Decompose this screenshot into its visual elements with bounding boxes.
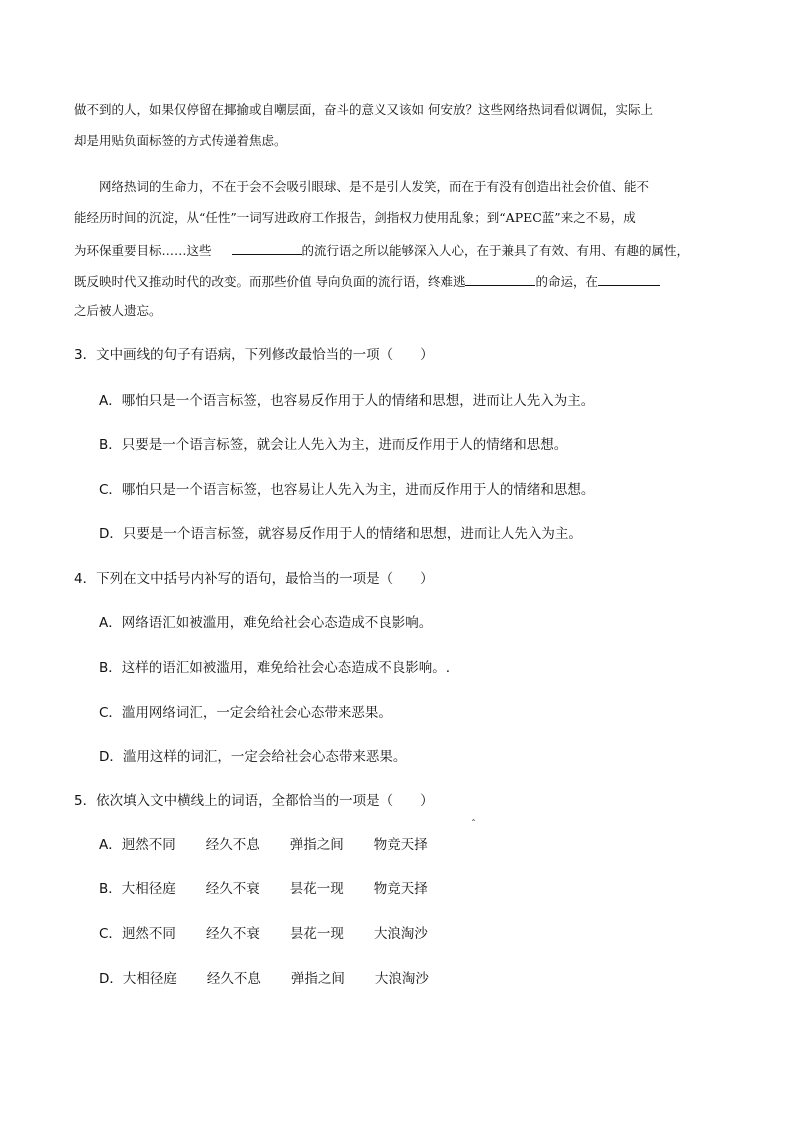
option-c: C．哪怕只是一个语言标签，也容易让人先入为主，进而反作用于人的情绪和思想。 [99, 482, 595, 498]
passage-line [74, 271, 660, 291]
option-d: D．只要是一个语言标签，就容易反作用于人的情绪和思想，进而让人先入为主。 [99, 526, 582, 542]
passage-line: 做不到的人，如果仅停留在揶揄或自嘲层面，奋斗的意义又该如 何安放？这些网络热词看似调侃，实际上 [74, 102, 653, 117]
passage-line [74, 240, 689, 260]
option-a: A．哪怕只是一个语言标签，也容易反作用于人的情绪和思想，进而让人先入为主。 [99, 393, 595, 409]
option-c [99, 925, 458, 943]
option-word: 经久不衰 [205, 881, 260, 897]
option-word: 大浪淘沙 [374, 971, 429, 987]
option-word: 迥然不同 [121, 837, 176, 853]
option-word: 弹指之间 [290, 971, 345, 987]
passage-text: 既反映时代又推动时代的改变。而那些价值 导向负面的流行语，终难逃 [74, 274, 466, 289]
option-word: 迥然不同 [121, 926, 176, 942]
option-label: B． [99, 881, 122, 897]
option-label: D． [99, 971, 123, 987]
option-word: 大相径庭 [121, 881, 176, 897]
option-word: 弹指之间 [289, 837, 344, 853]
passage-text: 的命运，在 [535, 274, 598, 289]
option-word: 经久不息 [206, 971, 261, 987]
passage-text: 为环保重要目标……这些 [74, 243, 212, 258]
option-label: A． [99, 837, 122, 853]
fill-blank [598, 271, 660, 286]
passage-line: 能经历时间的沉淀，从“任性”一词写进政府工作报告，剑指权力使用乱象；到“APEC蓝”来之不易，成 [74, 210, 636, 225]
option-word: 昙花一现 [289, 881, 344, 897]
option-word: 大相径庭 [122, 971, 177, 987]
option-b: B．这样的语汇如被滥用，难免给社会心态造成不良影响。. [99, 660, 451, 676]
option-a: A．网络语汇如被滥用，难免给社会心态造成不良影响。 [99, 615, 433, 631]
option-word: 昙花一现 [289, 926, 344, 942]
option-label: C． [99, 926, 122, 942]
option-word: 大浪淘沙 [373, 926, 428, 942]
option-word: 经久不衰 [205, 926, 260, 942]
option-word: 经久不息 [205, 837, 260, 853]
caret-mark: ˆ [471, 819, 476, 830]
option-b [99, 880, 458, 898]
question-stem: 3．文中画线的句子有语病，下列修改最恰当的一项（ ） [74, 347, 434, 363]
passage-line: 之后被人遗忘。 [74, 303, 162, 318]
passage-line: 却是用贴负面标签的方式传递着焦虑。 [74, 133, 287, 148]
option-a [99, 836, 458, 854]
option-word: 物竞天择 [373, 837, 428, 853]
option-b: B．只要是一个语言标签，就会让人先入为主，进而反作用于人的情绪和思想。 [99, 437, 568, 453]
question-stem: 5．依次填入文中横线上的词语，全都恰当的一项是（ ） [74, 793, 434, 809]
option-c: C．滥用网络词汇，一定会给社会心态带来恶果。 [99, 705, 392, 721]
option-word: 物竞天择 [373, 881, 428, 897]
option-d [99, 970, 459, 988]
passage-line: 网络热词的生命力，不在于会不会吸引眼球、是不是引人发笑，而在于有没有创造出社会价值、能不 [99, 179, 650, 194]
fill-blank [465, 271, 535, 286]
option-d: D．滥用这样的词汇，一定会给社会心态带来恶果。 [99, 749, 407, 765]
question-stem: 4．下列在文中括号内补写的语句，最恰当的一项是（ ） [74, 571, 434, 587]
passage-text: 的流行语之所以能够深入人心，在于兼具了有效、有用、有趣的属性， [301, 243, 690, 258]
fill-blank [232, 240, 302, 255]
